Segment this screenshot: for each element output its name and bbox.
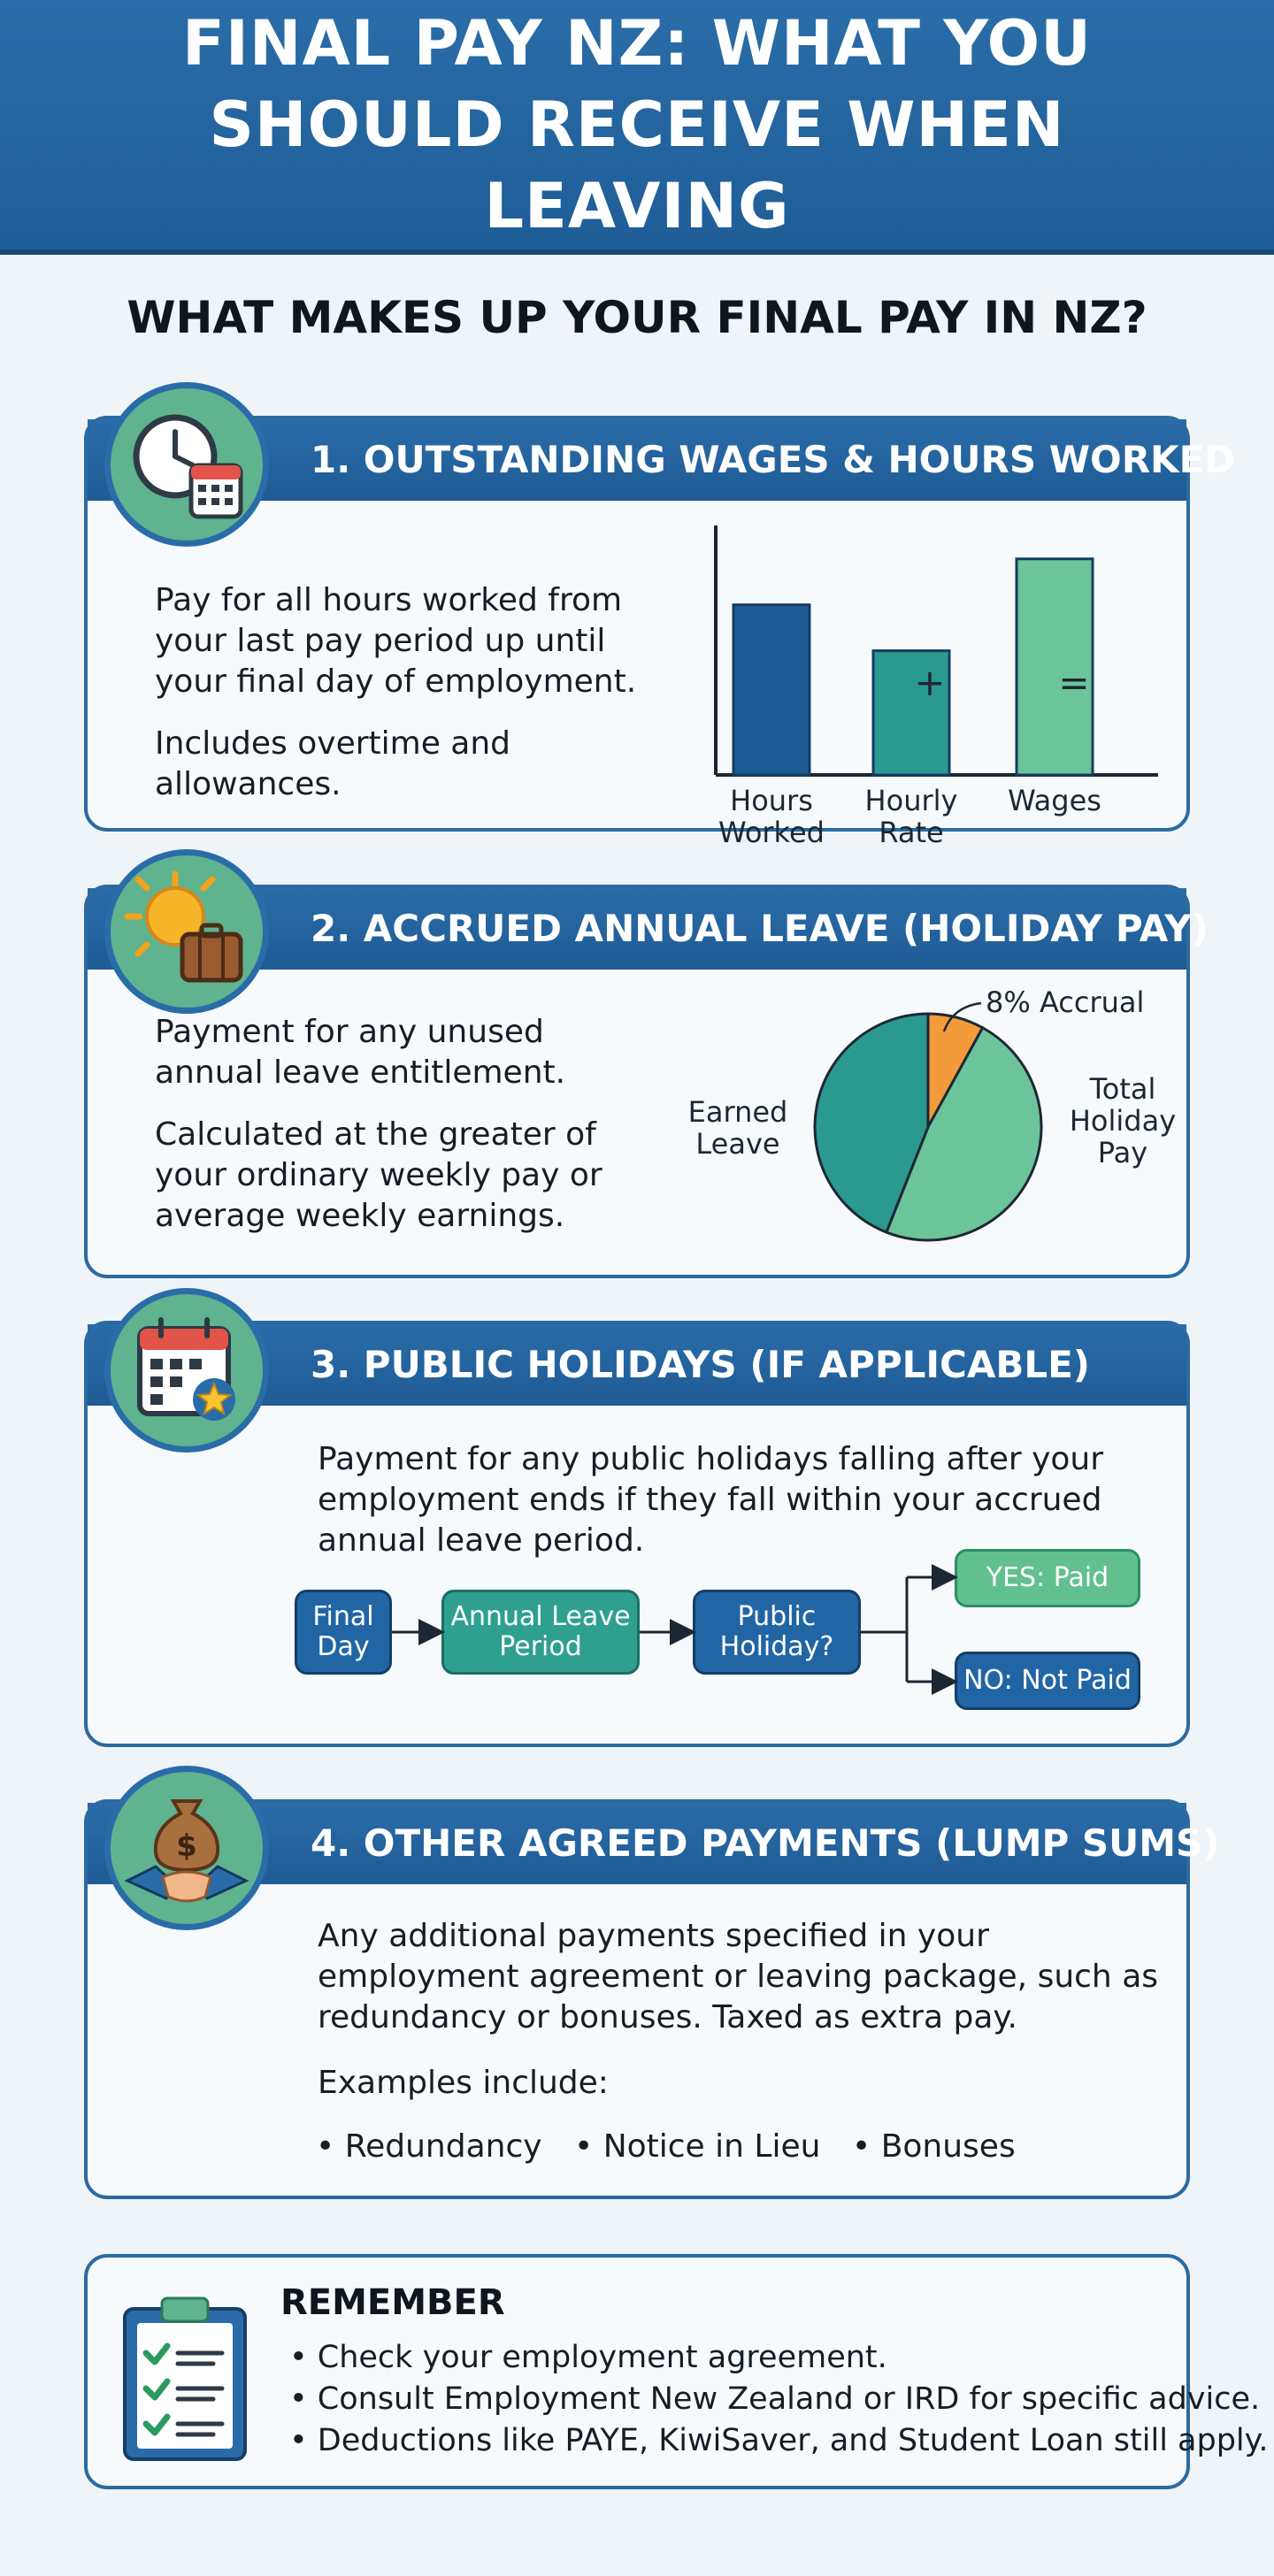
- plus-sign: +: [914, 661, 946, 704]
- remember-card: [84, 2254, 1269, 2489]
- tick-label: Rate: [879, 816, 944, 849]
- card-description: [155, 580, 686, 805]
- tick-label: Wages: [1008, 784, 1101, 817]
- calendar-star-icon: [104, 1288, 269, 1453]
- paragraph: Payment for any public holidays falling after your employment ends if they fall within your accrued annual leave period.: [318, 1441, 1104, 1559]
- paragraph: Includes overtime and allowances.: [155, 725, 511, 802]
- example-item: • Notice in Lieu: [574, 2128, 821, 2165]
- wages-bar-chart: [689, 518, 1167, 849]
- page-header: [0, 0, 1274, 255]
- tick-label: Hourly: [864, 784, 958, 817]
- tick-label: Worked: [718, 816, 825, 849]
- examples-list: [316, 2127, 1165, 2167]
- holiday-pay-pie-chart: [654, 977, 1176, 1277]
- list-item: • Deductions like PAYE, KiwiSaver, and Student Loan still apply.: [289, 2420, 1269, 2462]
- paragraph: Calculated at the greater of your ordinary weekly pay or average weekly earnings.: [155, 1116, 602, 1234]
- svg-text:$: $: [176, 1828, 197, 1864]
- clock-calendar-icon: [104, 382, 269, 547]
- money-bag-handshake-icon: [104, 1766, 269, 1930]
- slice-label: Pay: [1097, 1136, 1148, 1169]
- flow-annual-leave-period: Annual Leave Period: [441, 1590, 640, 1675]
- card-description: [155, 1012, 650, 1237]
- section-subtitle: WHAT MAKES UP YOUR FINAL PAY IN NZ?: [127, 292, 1147, 343]
- card-title: 2. ACCRUED ANNUAL LEAVE (HOLIDAY PAY): [311, 907, 1209, 950]
- slice-label: Leave: [695, 1127, 780, 1161]
- flow-public-holiday: Public Holiday?: [693, 1590, 861, 1675]
- flow-final-day: Final Day: [295, 1590, 392, 1675]
- card-title: 4. OTHER AGREED PAYMENTS (LUMP SUMS): [311, 1821, 1220, 1865]
- paragraph: Pay for all hours worked from your last pay period up until your final day of employment.: [155, 582, 637, 700]
- remember-list: [289, 2337, 1269, 2462]
- list-item: • Consult Employment New Zealand or IRD for specific advice.: [289, 2379, 1269, 2420]
- equals-sign: =: [1058, 661, 1090, 704]
- page-title: FINAL PAY NZ: WHAT YOU SHOULD RECEIVE WHEN LEAVING: [182, 7, 1092, 242]
- example-item: • Bonuses: [852, 2128, 1016, 2165]
- sun-suitcase-icon: [104, 849, 269, 1014]
- flow-no-not-paid: NO: Not Paid: [955, 1652, 1140, 1710]
- slice-label: Total: [1089, 1072, 1156, 1106]
- flow-yes-paid: YES: Paid: [955, 1549, 1140, 1607]
- slice-label: Earned: [687, 1095, 788, 1129]
- remember-title: REMEMBER: [280, 2282, 505, 2323]
- tick-label: Hours: [730, 784, 813, 817]
- slice-label: Holiday: [1069, 1104, 1177, 1138]
- card-title: 3. PUBLIC HOLIDAYS (IF APPLICABLE): [311, 1343, 1090, 1386]
- card-description: [318, 1916, 1167, 2104]
- paragraph: Payment for any unused annual leave entitlement.: [155, 1014, 566, 1091]
- paragraph: Examples include:: [318, 2065, 609, 2101]
- card-title: 1. OUTSTANDING WAGES & HOURS WORKED: [311, 438, 1236, 481]
- example-item: • Redundancy: [316, 2128, 542, 2165]
- clipboard-checklist-icon: [114, 2289, 256, 2470]
- slice-label: 8% Accrual: [986, 985, 1145, 1019]
- list-item: • Check your employment agreement.: [289, 2337, 1269, 2379]
- bar: [733, 605, 810, 775]
- paragraph: Any additional payments specified in your employment agreement or leaving package, such as redundancy or bonuses. Taxed as extra pay.: [318, 1918, 1159, 2036]
